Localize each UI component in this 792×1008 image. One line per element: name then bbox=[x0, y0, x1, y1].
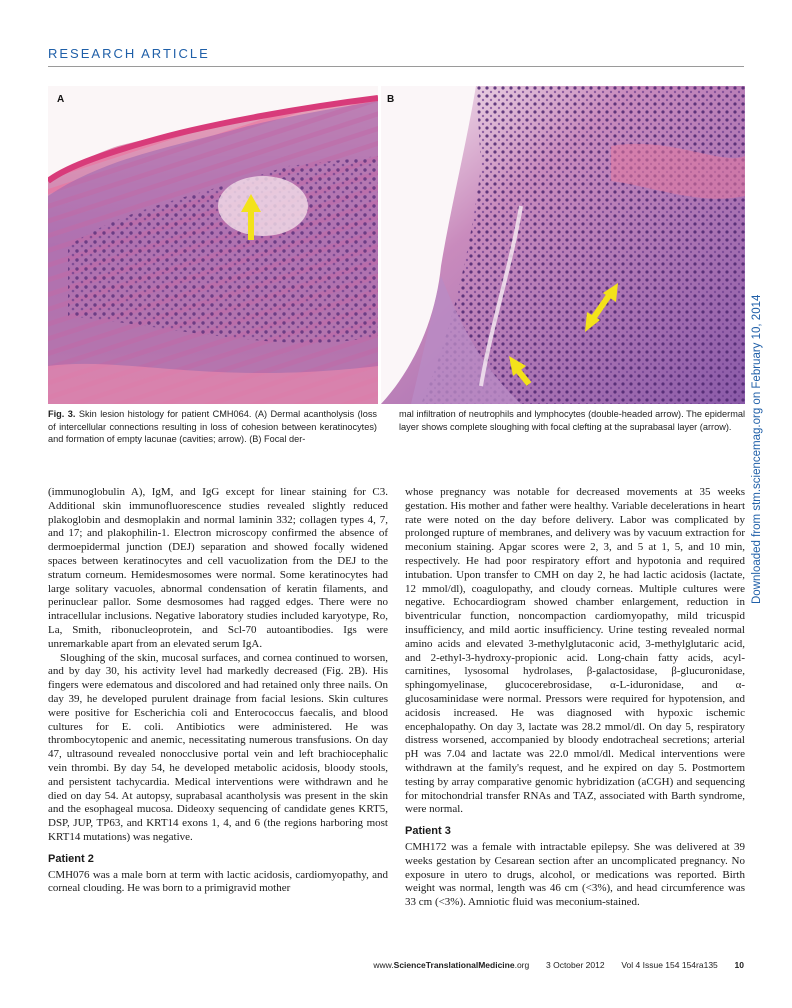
histology-image-b bbox=[381, 86, 745, 404]
left-column bbox=[48, 486, 388, 896]
header-rule bbox=[48, 66, 744, 67]
page-footer bbox=[373, 960, 744, 970]
panel-a-label: A bbox=[57, 94, 65, 105]
paragraph: (immunoglobulin A), IgM, and IgG except for linear staining for C3. Additional skin immunofluorescence studies revealed slightly reduced plakoglobin and desmoplakin and normal laminin 332; collagen types 4, 7, and 17; and plakophilin-1. Electron microscopy confirmed the absence of dermoepidermal junction (DEJ) separation and showed focally widened spaces between keratinocytes and cell vacuolization from the DEJ to the stratum corneum. Hemidesmosomes were normal. Some keratinocytes had large solitary vacuoles, abnormal condensation of keratin filaments, and perinuclear pallor. Some desmosomes had ragged edges. There were no intracellular inclusions. Negative laboratory studies included karyotype, Ro, La, Smith, ribonucleoprotein, and Scl-70 autoantibodies. Igs were unremarkable apart from an elevated serum IgA. bbox=[48, 486, 388, 650]
histology-image-a bbox=[48, 86, 378, 404]
paragraph: Sloughing of the skin, mucosal surfaces, and cornea continued to worsen, and by day 30, his activity level had markedly decreased (Fig. 2B). His fingers were edematous and discolored and had retained only three nails. On day 39, he developed purulent drainage from facial lesions. Skin cultures were positive for Escherichia coli and Enterococcus faecalis, and blood cultures for E. coli. Antibiotics were administered. He was thrombocytopenic and anemic, necessitating numerous transfusions. On day 47, ultrasound revealed nonocclusive portal vein and left brachiocephalic vein thrombi. By day 54, he developed metabolic acidosis, bloody stools, and persistent tachycardia. Medical interventions were withdrawn and he died on day 54. At autopsy, suprabasal acantholysis was present in the skin and the esophageal mucosa. Dideoxy sequencing of candidate genes KRT5, DSP, JUP, TP63, and KRT14 exons 1, 4, and 6 (the regions harboring most KRT14 mutations) was negative. bbox=[48, 651, 388, 843]
figure-number: Fig. 3. bbox=[48, 409, 76, 419]
volume-info: Vol 4 Issue 154 154ra135 bbox=[621, 960, 718, 970]
paragraph: CMH076 was a male born at term with lactic acidosis, cardiomyopathy, and corneal clouding. He was born to a primigravid mother bbox=[48, 868, 388, 895]
right-column bbox=[405, 486, 745, 910]
figure-caption-right: mal infiltration of neutrophils and lymphocytes (double-headed arrow). The epidermal layer shows complete sloughing with focal clefting at the suprabasal layer (arrow). bbox=[399, 409, 745, 432]
paragraph: CMH172 was a female with intractable epilepsy. She was delivered at 39 weeks gestation by Cesarean section after an uncomplicated pregnancy. No exposure in utero to drugs, alcohol, or medications was reported. Birth weight was normal, length was 46 cm (<3%), and head circumference was 33 cm (<3%). Amniotic fluid was meconium-stained. bbox=[405, 840, 745, 909]
journal-url[interactable]: www.ScienceTranslationalMedicine.org bbox=[373, 960, 530, 970]
section-header: RESEARCH ARTICLE bbox=[48, 46, 210, 61]
section-heading-patient-3: Patient 3 bbox=[405, 825, 451, 838]
caption-left-text: Skin lesion histology for patient CMH064. (A) Dermal acantholysis (loss of intercellular connections resulting in loss of cohesion between keratinocytes) and formation of empty lacunae (cavities; arrow). (B) Focal der- bbox=[48, 409, 378, 444]
figure-panel-a bbox=[48, 86, 378, 404]
figure-panel-b bbox=[381, 86, 745, 404]
paragraph: whose pregnancy was notable for decreased movements at 35 weeks gestation. His mother and father were healthy. Variable decelerations in heart rate were noted on the day before delivery. Labor was complicated by prolonged rupture of membranes, and delivery was by vacuum extraction for meconium staining. Apgar scores were 2, 3, and 5 at 1, 5, and 10 min, respectively. He had poor respiratory effort and hypotonia and required intubation. Upon transfer to CMH on day 2, he had lactic acidosis (lactate, 12 mmol/dl), coagulopathy, and cloudy corneas. Multiple cultures were negative. Echocardiogram showed chamber enlargement, reduction in biventricular function, noncompaction cardiomyopathy, mild tricuspid insufficiency, and mild aortic insufficiency. Urine testing revealed normal amino acids and elevated 3-methylglutaconic acid, 3-methylglutaric acid, and 2-ethyl-3-hydroxy-propionic acid. Long-chain fatty acids, acyl-carnitines, lysosomal hydrolases, β-galactosidase, β-glucuronidase, sphingomyelinase, glucocerebrosidase, α-L-iduronidase, and α-glucosaminidase were normal. Pressors were required for hypotension, and acidosis increased. He was diagnosed with hypoxic ischemic encephalopathy. On day 3, lactate was 28.2 mmol/dl. On day 5, respiratory distress worsened, accompanied by bloody endotracheal secretions; arterial pH was 7.04 and lactate was 22.0 mmol/dl. Medical interventions were withdrawn at the family's request, and he expired on day 5. Postmortem testing by array comparative genomic hybridization (aCGH) and sequencing for mitochondrial transfer RNAs and TAZ, associated with Barth syndrome, were normal. bbox=[405, 486, 745, 816]
page-number: 10 bbox=[734, 960, 744, 970]
panel-b-label: B bbox=[387, 94, 395, 105]
figure-caption-left bbox=[48, 408, 377, 446]
download-notice[interactable]: Downloaded from stm.sciencemag.org on February 10, 2014 bbox=[751, 294, 763, 604]
publication-date: 3 October 2012 bbox=[546, 960, 605, 970]
section-heading-patient-2: Patient 2 bbox=[48, 852, 94, 865]
